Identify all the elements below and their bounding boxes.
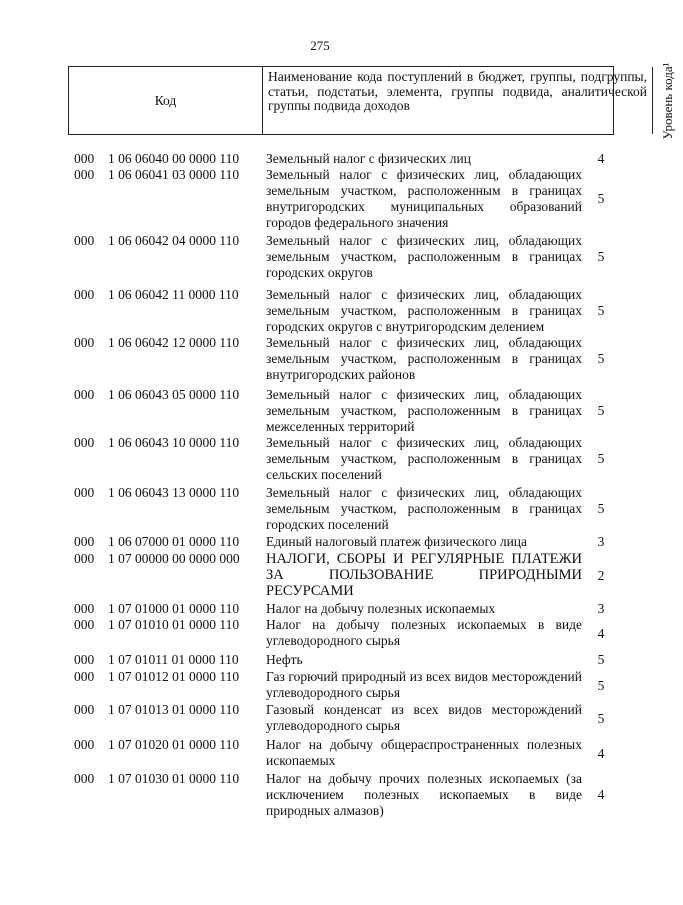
row-level: 4 [597, 626, 605, 641]
row-prefix: 000 [74, 151, 95, 166]
row-code: 1 07 00000 00 0000 000 [108, 551, 240, 566]
row-level: 3 [597, 534, 605, 549]
row-prefix: 000 [74, 652, 95, 667]
table-row [0, 601, 640, 617]
row-level: 5 [597, 652, 605, 667]
row-code: 1 07 01000 01 0000 110 [108, 601, 240, 616]
header-name-cell [263, 67, 653, 134]
row-level: 5 [597, 678, 605, 693]
row-name: Земельный налог с физических лиц, обладающих земельным участком, расположенным в границах внутригородских районов [266, 335, 582, 382]
row-name: Земельный налог с физических лиц, обладающих земельным участком, расположенным в границах внутригородских муниципальных образований городов федерального значения [266, 167, 582, 230]
row-name: НАЛОГИ, СБОРЫ И РЕГУЛЯРНЫЕ ПЛАТЕЖИ ЗА ПОЛЬЗОВАНИЕ ПРИРОДНЫМИ РЕСУРСАМИ [266, 551, 582, 599]
table-row [0, 151, 640, 167]
row-prefix: 000 [74, 669, 95, 684]
header-code-label: Код [154, 92, 177, 108]
table-row [0, 167, 640, 233]
row-code: 1 07 01010 01 0000 110 [108, 617, 240, 632]
row-level: 5 [597, 403, 605, 418]
row-level: 5 [597, 351, 605, 366]
row-code: 1 07 01020 01 0000 110 [108, 737, 240, 752]
table-row [0, 287, 640, 335]
row-level: 3 [597, 601, 605, 616]
row-code: 1 06 06042 04 0000 110 [108, 233, 240, 248]
header-level-label: Уровень кода¹ [660, 61, 675, 140]
table-row [0, 737, 640, 771]
row-name: Налог на добычу полезных ископаемых [266, 601, 496, 616]
row-code: 1 06 06043 13 0000 110 [108, 485, 240, 500]
row-level: 4 [597, 746, 605, 761]
row-prefix: 000 [74, 737, 95, 752]
table-row [0, 387, 640, 435]
header-name-label: Наименование кода поступлений в бюджет, группы, подгруппы, статьи, подстатьи, элемента, группы подвида, аналитической группы подвида доходов [268, 69, 647, 113]
row-code: 1 06 06042 12 0000 110 [108, 335, 240, 350]
row-code: 1 06 06040 00 0000 110 [108, 151, 240, 166]
table-row [0, 702, 640, 737]
table-row [0, 652, 640, 669]
row-prefix: 000 [74, 771, 95, 786]
table-row [0, 669, 640, 702]
table-row [0, 435, 640, 485]
header-code-cell [69, 67, 263, 134]
row-prefix: 000 [74, 435, 95, 450]
row-prefix: 000 [74, 167, 95, 182]
row-name: Единый налоговый платеж физического лица [266, 534, 528, 549]
row-code: 1 06 06041 03 0000 110 [108, 167, 240, 182]
row-level: 5 [597, 191, 605, 206]
row-prefix: 000 [74, 601, 95, 616]
table-row [0, 617, 640, 652]
row-code: 1 07 01030 01 0000 110 [108, 771, 240, 786]
row-code: 1 06 07000 01 0000 110 [108, 534, 240, 549]
row-name: Земельный налог с физических лиц, обладающих земельным участком, расположенным в границах межселенных территорий [266, 387, 582, 434]
table-row [0, 233, 640, 287]
row-name: Налог на добычу прочих полезных ископаемых (за исключением полезных ископаемых в виде природных алмазов) [266, 771, 582, 818]
table-row [0, 485, 640, 534]
row-name: Земельный налог с физических лиц, обладающих земельным участком, расположенным в границах городских округов [266, 233, 582, 280]
row-name: Газ горючий природный из всех видов месторождений углеводородного сырья [266, 669, 582, 700]
row-level: 5 [597, 303, 605, 318]
row-prefix: 000 [74, 233, 95, 248]
row-level: 5 [597, 711, 605, 726]
row-prefix: 000 [74, 702, 95, 717]
header-level-cell [653, 61, 683, 140]
table-row [0, 551, 640, 601]
row-level: 4 [597, 787, 605, 802]
row-prefix: 000 [74, 534, 95, 549]
row-prefix: 000 [74, 617, 95, 632]
row-prefix: 000 [74, 485, 95, 500]
row-name: Земельный налог с физических лиц, обладающих земельным участком, расположенным в границах городских округов с внутригородским делением [266, 287, 582, 334]
row-code: 1 07 01013 01 0000 110 [108, 702, 240, 717]
row-prefix: 000 [74, 551, 95, 566]
row-name: Земельный налог с физических лиц, обладающих земельным участком, расположенным в границах городских поселений [266, 485, 582, 532]
row-name: Земельный налог с физических лиц, обладающих земельным участком, расположенным в границах сельских поселений [266, 435, 582, 482]
row-level: 5 [597, 249, 605, 264]
table-body [0, 151, 640, 819]
row-level: 2 [597, 568, 605, 583]
row-code: 1 06 06042 11 0000 110 [108, 287, 239, 302]
row-prefix: 000 [74, 287, 95, 302]
page-number: 275 [310, 38, 330, 53]
table-row [0, 335, 640, 387]
row-name: Газовый конденсат из всех видов месторождений углеводородного сырья [266, 702, 582, 733]
row-code: 1 07 01012 01 0000 110 [108, 669, 240, 684]
row-level: 5 [597, 451, 605, 466]
row-code: 1 07 01011 01 0000 110 [108, 652, 239, 667]
table-row [0, 534, 640, 551]
row-code: 1 06 06043 05 0000 110 [108, 387, 240, 402]
row-code: 1 06 06043 10 0000 110 [108, 435, 240, 450]
row-name: Налог на добычу полезных ископаемых в виде углеводородного сырья [266, 617, 582, 648]
row-prefix: 000 [74, 387, 95, 402]
row-name: Земельный налог с физических лиц [266, 151, 471, 166]
row-level: 5 [597, 501, 605, 516]
row-level: 4 [597, 151, 605, 166]
row-prefix: 000 [74, 335, 95, 350]
row-name: Налог на добычу общераспространенных полезных ископаемых [266, 737, 582, 768]
table-row [0, 771, 640, 819]
row-name: Нефть [266, 652, 303, 667]
table-header [68, 61, 675, 140]
